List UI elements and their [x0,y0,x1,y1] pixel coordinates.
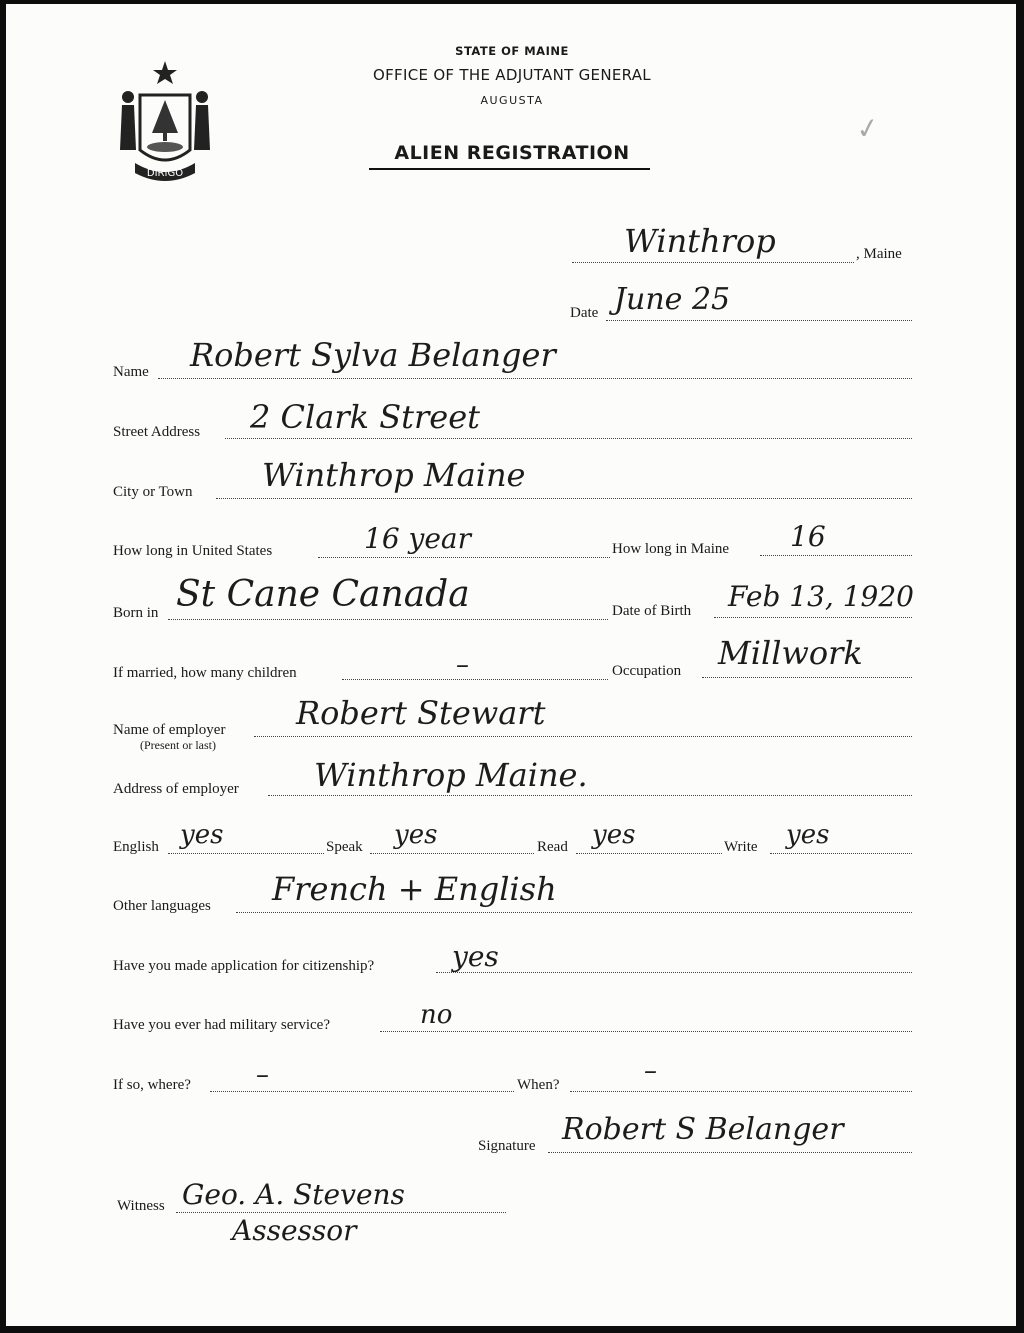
where-value: – [256,1060,269,1090]
citizenship-label: Have you made application for citizenship? [113,958,375,974]
english-value: yes [180,820,224,850]
other-languages-label: Other languages [113,898,211,914]
employer-label: Name of employer [113,722,226,738]
write-label: Write [724,839,758,855]
where-line [210,1091,514,1092]
name-label: Name [113,364,149,380]
other-languages-line [236,912,912,913]
children-line [342,679,608,680]
header-state: STATE OF MAINE [455,44,569,58]
employer-line [254,736,912,737]
check-mark-icon: ✓ [853,110,883,147]
header-city: AUGUSTA [480,94,544,107]
signature-line [548,1152,912,1153]
when-value: – [644,1056,657,1086]
read-label: Read [537,839,568,855]
employer-sublabel: (Present or last) [140,738,216,752]
english-line [168,853,324,854]
maine-time-label: How long in Maine [612,541,730,557]
dob-line [714,617,912,618]
title-underline [369,168,650,170]
read-line [576,853,722,854]
when-label: When? [517,1077,560,1093]
children-value: – [456,650,469,680]
maine-time-line [760,555,912,556]
speak-label: Speak [326,839,363,855]
occupation-line [702,677,912,678]
when-line [570,1091,912,1092]
name-line [158,378,912,379]
maine-time-value: 16 [790,520,826,553]
city-line [216,498,912,499]
born-label: Born in [113,605,159,621]
military-line [380,1031,912,1032]
maine-label: , Maine [856,246,902,262]
witness-value: Geo. A. Stevens [182,1178,405,1211]
header-office: OFFICE OF THE ADJUTANT GENERAL [373,66,651,84]
write-line [770,853,912,854]
form-title: ALIEN REGISTRATION [394,142,630,164]
us-time-line [318,557,610,558]
witness-title-value: Assessor [232,1214,357,1247]
citizenship-value: yes [452,940,499,973]
speak-value: yes [394,820,438,850]
city-value: Winthrop Maine [262,456,526,494]
employer-address-value: Winthrop Maine. [314,756,588,794]
military-value: no [420,1000,453,1030]
us-time-label: How long in United States [113,543,273,559]
write-value: yes [786,820,830,850]
street-value: 2 Clark Street [250,398,480,436]
read-value: yes [592,820,636,850]
employer-address-label: Address of employer [113,781,239,797]
witness-label: Witness [117,1198,165,1214]
born-line [168,619,608,620]
street-label: Street Address [113,424,201,440]
signature-value: Robert S Belanger [562,1112,844,1147]
town-line [572,262,854,263]
seal-motto: DIRIGO [146,168,184,179]
signature-label: Signature [478,1138,536,1154]
date-value: June 25 [614,282,731,317]
city-label: City or Town [113,484,193,500]
where-label: If so, where? [113,1077,191,1093]
children-label: If married, how many children [113,665,297,681]
occupation-value: Millwork [718,634,863,672]
date-line [606,320,912,321]
employer-address-line [268,795,912,796]
witness-line [176,1212,506,1213]
military-label: Have you ever had military service? [113,1017,330,1033]
town-value: Winthrop [624,222,776,260]
dob-value: Feb 13, 1920 [728,580,914,613]
english-label: English [113,839,159,855]
dob-label: Date of Birth [612,603,692,619]
name-value: Robert Sylva Belanger [190,336,556,374]
employer-value: Robert Stewart [296,694,546,732]
born-value: St Cane Canada [176,574,470,615]
citizenship-line [436,972,912,973]
date-label: Date [570,305,599,321]
street-line [225,438,912,439]
us-time-value: 16 year [364,522,471,555]
occupation-label: Occupation [612,663,682,679]
speak-line [370,853,534,854]
other-languages-value: French + English [272,870,557,908]
